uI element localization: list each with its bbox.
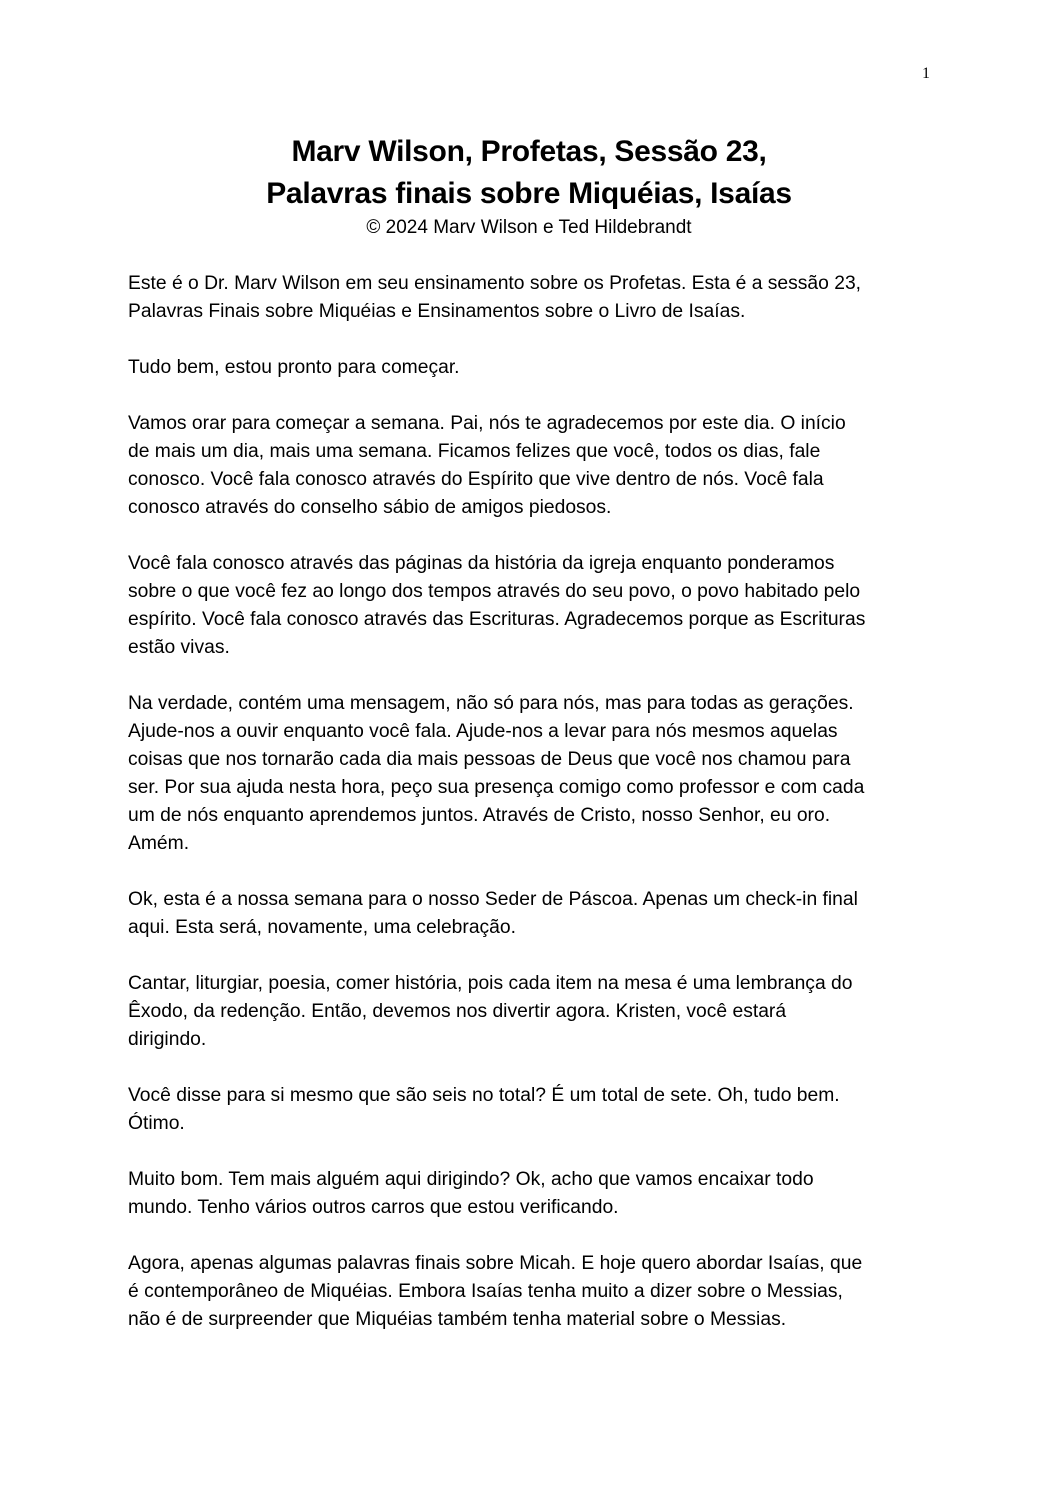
paragraph-line: conosco. Você fala conosco através do Espírito que vive dentro de nós. Você fala bbox=[128, 469, 824, 490]
paragraph-line: Você disse para si mesmo que são seis no total? É um total de sete. Oh, tudo bem. bbox=[128, 1085, 840, 1106]
paragraph bbox=[128, 354, 928, 382]
paragraph-line: de mais um dia, mais uma semana. Ficamos felizes que você, todos os dias, fale bbox=[128, 441, 821, 462]
paragraph-line: coisas que nos tornarão cada dia mais pessoas de Deus que você nos chamou para bbox=[128, 749, 851, 770]
paragraph bbox=[128, 270, 928, 326]
paragraph-line: Na verdade, contém uma mensagem, não só para nós, mas para todas as gerações. bbox=[128, 693, 854, 714]
paragraph bbox=[128, 886, 928, 942]
paragraph-line: mundo. Tenho vários outros carros que estou verificando. bbox=[128, 1197, 619, 1218]
paragraph-line: espírito. Você fala conosco através das Escrituras. Agradecemos porque as Escrituras bbox=[128, 609, 866, 630]
paragraph-line: aqui. Esta será, novamente, uma celebração. bbox=[128, 917, 516, 938]
document-title-line-2: Palavras finais sobre Miquéias, Isaías bbox=[266, 177, 792, 210]
paragraph-line: um de nós enquanto aprendemos juntos. Através de Cristo, nosso Senhor, eu oro. bbox=[128, 805, 831, 826]
paragraph bbox=[128, 410, 928, 522]
paragraph-line: Palavras Finais sobre Miquéias e Ensinamentos sobre o Livro de Isaías. bbox=[128, 301, 746, 322]
copyright-notice: © 2024 Marv Wilson e Ted Hildebrandt bbox=[366, 217, 692, 238]
paragraph-line: Agora, apenas algumas palavras finais sobre Micah. E hoje quero abordar Isaías, que bbox=[128, 1253, 863, 1274]
paragraph bbox=[128, 550, 928, 662]
transcript-body bbox=[128, 270, 928, 1362]
paragraph-line: ser. Por sua ajuda nesta hora, peço sua presença comigo como professor e com cada bbox=[128, 777, 865, 798]
page-number: 1 bbox=[922, 65, 930, 82]
paragraph-line: Êxodo, da redenção. Então, devemos nos divertir agora. Kristen, você estará bbox=[128, 1001, 787, 1022]
title-block bbox=[0, 131, 1058, 241]
paragraph-line: Ajude-nos a ouvir enquanto você fala. Ajude-nos a levar para nós mesmos aquelas bbox=[128, 721, 838, 742]
paragraph-line: Vamos orar para começar a semana. Pai, nós te agradecemos por este dia. O início bbox=[128, 413, 846, 434]
paragraph-line: dirigindo. bbox=[128, 1029, 207, 1050]
paragraph-line: é contemporâneo de Miquéias. Embora Isaías tenha muito a dizer sobre o Messias, bbox=[128, 1281, 843, 1302]
paragraph bbox=[128, 1250, 928, 1334]
paragraph bbox=[128, 970, 928, 1054]
paragraph-line: conosco através do conselho sábio de amigos piedosos. bbox=[128, 497, 612, 518]
paragraph bbox=[128, 690, 928, 858]
paragraph-line: Este é o Dr. Marv Wilson em seu ensinamento sobre os Profetas. Esta é a sessão 23, bbox=[128, 273, 862, 294]
paragraph-line: sobre o que você fez ao longo dos tempos através do seu povo, o povo habitado pelo bbox=[128, 581, 861, 602]
paragraph-line: Ok, esta é a nossa semana para o nosso Seder de Páscoa. Apenas um check-in final bbox=[128, 889, 858, 910]
paragraph-line: Ótimo. bbox=[128, 1113, 185, 1134]
paragraph-line: Tudo bem, estou pronto para começar. bbox=[128, 357, 460, 378]
paragraph bbox=[128, 1166, 928, 1222]
paragraph-line: estão vivas. bbox=[128, 637, 230, 658]
paragraph-line: Cantar, liturgiar, poesia, comer história, pois cada item na mesa é uma lembrança do bbox=[128, 973, 853, 994]
paragraph-line: Amém. bbox=[128, 833, 190, 854]
paragraph bbox=[128, 1082, 928, 1138]
document-title-line-1: Marv Wilson, Profetas, Sessão 23, bbox=[291, 135, 767, 168]
paragraph-line: Você fala conosco através das páginas da história da igreja enquanto ponderamos bbox=[128, 553, 835, 574]
paragraph-line: Muito bom. Tem mais alguém aqui dirigindo? Ok, acho que vamos encaixar todo bbox=[128, 1169, 814, 1190]
paragraph-line: não é de surpreender que Miquéias também tenha material sobre o Messias. bbox=[128, 1309, 787, 1330]
